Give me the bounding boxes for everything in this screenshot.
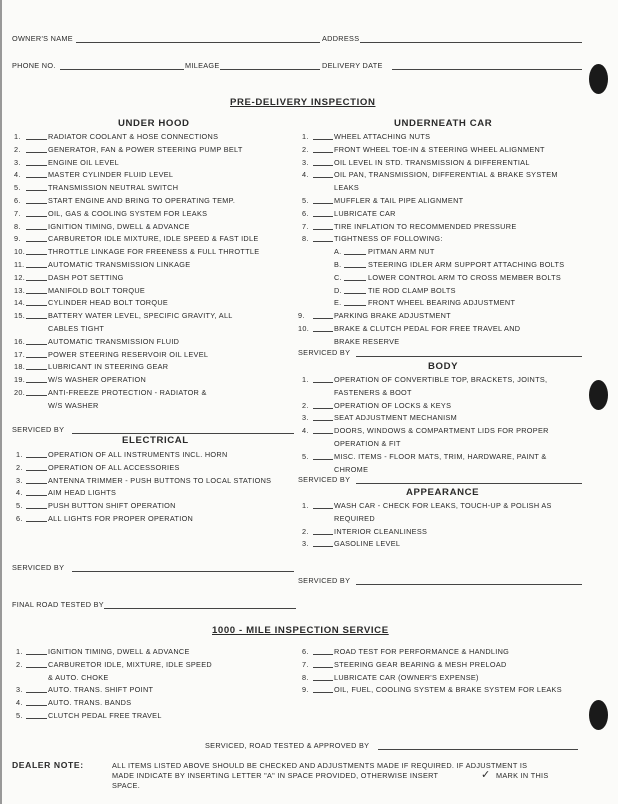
dealer-note-line2b: MARK IN THIS [496,771,549,780]
electrical-item: OPERATION OF ALL ACCESSORIES [48,462,180,472]
underneath-car-item: OIL LEVEL IN STD. TRANSMISSION & DIFFERENTIAL [334,157,530,167]
body-check-line[interactable] [313,408,333,409]
thousand-mile-number: 4. [16,698,23,708]
underneath-car-sub-item: PITMAN ARM NUT [368,247,435,257]
electrical-check-line[interactable] [26,470,47,471]
appearance-item: WASH CAR - CHECK FOR LEAKS, TOUCH-UP & POLISH AS [334,501,552,510]
underneath-car-sub-check-line[interactable] [344,267,366,268]
under-hood-item: IGNITION TIMING, DWELL & ADVANCE [48,221,190,231]
underneath-car-number: 2. [302,144,309,154]
under-hood-check-line[interactable] [26,280,47,281]
underneath-car-number: 9. [298,311,305,321]
body-item: OPERATION OF LOCKS & KEYS [334,400,452,410]
thousand-mile-check-line[interactable] [26,705,47,706]
under-hood-check-line[interactable] [26,344,47,345]
body-number: 3. [302,413,309,423]
underneath-car-item: LUBRICATE CAR [334,208,396,218]
appearance-check-line[interactable] [313,546,333,547]
appearance-item: GASOLINE LEVEL [334,539,401,549]
phone-no-label: PHONE NO. [12,61,56,70]
thousand-mile-number: 7. [302,659,309,669]
under-hood-number: 4. [14,170,21,180]
underneath-car-sub-check-line[interactable] [344,280,366,281]
underneath-car-check-line[interactable] [313,152,333,153]
appearance-check-line[interactable] [313,534,333,535]
body-serviced-by-label: SERVICED BY [298,475,351,484]
under-hood-check-line[interactable] [26,357,47,358]
underneath-car-heading: UNDERNEATH CAR [394,118,493,129]
underneath-car-number: 4. [302,170,309,180]
thousand-mile-number: 1. [16,647,23,656]
under-hood-item: W/S WASHER OPERATION [48,375,147,385]
address-field[interactable] [360,42,582,43]
thousand-mile-number: 6. [302,647,309,656]
underneath-car-check-line[interactable] [313,241,333,242]
under-hood-item: MANIFOLD BOLT TORQUE [48,285,146,295]
owners-name-field[interactable] [76,42,320,43]
electrical-item: AIM HEAD LIGHTS [48,488,117,498]
thousand-mile-item-continued: & AUTO. CHOKE [48,672,109,682]
thousand-mile-item: ROAD TEST FOR PERFORMANCE & HANDLING [334,647,510,656]
thousand-mile-item: CLUTCH PEDAL FREE TRAVEL [48,711,162,720]
thousand-mile-check-line[interactable] [26,667,47,668]
under-hood-number: 15. [14,311,26,321]
appearance-item: INTERIOR CLEANLINESS [334,526,428,536]
address-label: ADDRESS [322,34,360,43]
appearance-heading: APPEARANCE [406,487,480,498]
body-number: 4. [302,426,309,436]
under-hood-number: 17. [14,349,26,359]
underneath-car-check-line[interactable] [313,331,333,332]
electrical-number: 6. [16,514,23,523]
body-item: DOORS, WINDOWS & COMPARTMENT LIDS FOR PROPER [334,426,549,436]
electrical-serviced-by-field[interactable] [72,571,294,572]
electrical-check-line[interactable] [26,483,47,484]
body-number: 2. [302,400,309,410]
final-road-tested-by-field[interactable] [104,608,296,609]
appearance-number: 1. [302,501,309,510]
underneath-car-item-continued: BRAKE RESERVE [334,336,400,346]
under-hood-item: DASH POT SETTING [48,272,124,282]
mileage-label: MILEAGE [185,61,220,70]
thousand-mile-check-line[interactable] [313,654,333,655]
under-hood-item: ENGINE OIL LEVEL [48,157,120,167]
under-hood-check-line[interactable] [26,177,47,178]
body-item-continued: FASTENERS & BOOT [334,387,412,397]
electrical-heading: ELECTRICAL [122,435,189,446]
binder-hole-middle [589,380,608,410]
under-hood-check-line[interactable] [26,267,47,268]
body-number: 5. [302,451,309,461]
under-hood-check-line[interactable] [26,203,47,204]
under-hood-check-line[interactable] [26,318,47,319]
thousand-mile-check-line[interactable] [313,692,333,693]
underneath-car-sub-check-line[interactable] [344,254,366,255]
under-hood-check-line[interactable] [26,216,47,217]
body-item: SEAT ADJUSTMENT MECHANISM [334,413,458,423]
underneath-car-check-line[interactable] [313,229,333,230]
under-hood-check-line[interactable] [26,305,47,306]
delivery-date-label: DELIVERY DATE [322,61,383,70]
underneath-car-number: 7. [302,221,309,231]
electrical-number: 4. [16,488,23,498]
dealer-note-line3: SPACE. [112,781,141,790]
under-hood-serviced-by-label: SERVICED BY [12,425,65,434]
under-hood-number: 8. [14,221,21,231]
underneath-car-number: 10. [298,324,310,333]
body-check-line[interactable] [313,420,333,421]
owners-name-label: OWNER'S NAME [12,34,73,43]
thousand-mile-number: 5. [16,711,23,720]
under-hood-number: 2. [14,144,21,154]
thousand-mile-check-line[interactable] [26,654,47,655]
underneath-car-item: WHEEL ATTACHING NUTS [334,132,431,141]
under-hood-check-line[interactable] [26,152,47,153]
under-hood-check-line[interactable] [26,369,47,370]
under-hood-check-line[interactable] [26,254,47,255]
thousand-mile-number: 9. [302,685,309,695]
electrical-number: 2. [16,462,23,472]
body-item: MISC. ITEMS - FLOOR MATS, TRIM, HARDWARE, PAINT & [334,451,547,461]
appearance-serviced-by-label: SERVICED BY [298,576,351,585]
under-hood-item: POWER STEERING RESERVOIR OIL LEVEL [48,349,209,359]
underneath-car-sub-item: LOWER CONTROL ARM TO CROSS MEMBER BOLTS [368,272,562,282]
thousand-mile-check-line[interactable] [313,667,333,668]
underneath-car-number: 8. [302,234,309,244]
electrical-number: 3. [16,475,23,485]
under-hood-item: LUBRICANT IN STEERING GEAR [48,362,169,372]
under-hood-number: 16. [14,336,26,346]
thousand-mile-check-line[interactable] [26,718,47,719]
under-hood-check-line[interactable] [26,229,47,230]
underneath-car-check-line[interactable] [313,203,333,204]
electrical-item: OPERATION OF ALL INSTRUMENTS INCL. HORN [48,450,228,459]
underneath-car-check-line[interactable] [313,216,333,217]
final-road-tested-by-label: FINAL ROAD TESTED BY [12,600,104,609]
underneath-car-serviced-by-field[interactable] [356,356,582,357]
thousand-mile-number: 8. [302,672,309,682]
form-title: PRE-DELIVERY INSPECTION [230,97,376,108]
under-hood-number: 11. [14,260,25,269]
under-hood-number: 10. [14,247,26,257]
underneath-car-sub-check-line[interactable] [344,293,366,294]
under-hood-item: START ENGINE AND BRING TO OPERATING TEMP. [48,196,236,205]
under-hood-item-continued: W/S WASHER [48,400,99,410]
electrical-serviced-by-label: SERVICED BY [12,563,65,572]
electrical-check-line[interactable] [26,508,47,509]
thousand-mile-check-line[interactable] [26,692,47,693]
appearance-serviced-by-field[interactable] [356,584,582,585]
delivery-date-field[interactable] [392,69,582,70]
body-number: 1. [302,375,309,384]
under-hood-check-line[interactable] [26,395,47,396]
underneath-car-sub-item: STEERING IDLER ARM SUPPORT ATTACHING BOLTS [368,260,565,269]
thousand-mile-item: CARBURETOR IDLE, MIXTURE, IDLE SPEED [48,659,212,669]
underneath-car-serviced-by-label: SERVICED BY [298,348,351,357]
under-hood-item-continued: CABLES TIGHT [48,324,105,333]
underneath-car-number: 6. [302,208,309,218]
body-check-line[interactable] [313,433,333,434]
underneath-car-item: TIRE INFLATION TO RECOMMENDED PRESSURE [334,221,517,231]
thousand-mile-number: 2. [16,659,23,669]
appearance-check-line[interactable] [313,508,333,509]
under-hood-item: RADIATOR COOLANT & HOSE CONNECTIONS [48,132,219,141]
thousand-mile-item: AUTO. TRANS. BANDS [48,698,132,708]
under-hood-number: 20. [14,388,26,397]
underneath-car-item: OIL PAN, TRANSMISSION, DIFFERENTIAL & BRAKE SYSTEM [334,170,558,180]
underneath-car-check-line[interactable] [313,139,333,140]
under-hood-number: 19. [14,375,26,385]
underneath-car-sub-item: FRONT WHEEL BEARING ADJUSTMENT [368,298,516,308]
appearance-number: 2. [302,526,309,536]
body-serviced-by-field[interactable] [356,483,582,484]
under-hood-number: 1. [14,132,21,141]
underneath-car-sub-item: TIE ROD CLAMP BOLTS [368,285,456,295]
dealer-note-line2: MADE INDICATE BY INSERTING LETTER "A" IN SPACE PROVIDED, OTHERWISE INSERT [112,771,439,780]
under-hood-item: CARBURETOR IDLE MIXTURE, IDLE SPEED & FAST IDLE [48,234,259,244]
binder-hole-bottom [589,700,608,730]
under-hood-item: AUTOMATIC TRANSMISSION FLUID [48,336,180,346]
electrical-check-line[interactable] [26,457,47,458]
under-hood-item: ANTI-FREEZE PROTECTION - RADIATOR & [48,388,207,397]
underneath-car-check-line[interactable] [313,177,333,178]
underneath-car-item: MUFFLER & TAIL PIPE ALIGNMENT [334,196,464,205]
underneath-car-sub-number: B. [334,260,342,269]
mileage-field[interactable] [220,69,320,70]
under-hood-heading: UNDER HOOD [118,118,190,129]
thousand-mile-item: IGNITION TIMING, DWELL & ADVANCE [48,647,190,656]
under-hood-number: 18. [14,362,26,372]
body-heading: BODY [428,361,459,372]
under-hood-item: CYLINDER HEAD BOLT TORQUE [48,298,169,308]
under-hood-number: 9. [14,234,21,244]
underneath-car-number: 3. [302,157,309,167]
under-hood-check-line[interactable] [26,382,47,383]
thousand-mile-title: 1000 - MILE INSPECTION SERVICE [212,625,389,636]
underneath-car-check-line[interactable] [313,318,333,319]
under-hood-number: 6. [14,196,21,205]
thousand-mile-item: LUBRICATE CAR (OWNER'S EXPENSE) [334,672,479,682]
page-edge [0,0,2,804]
thousand-mile-item: STEERING GEAR BEARING & MESH PRELOAD [334,659,507,669]
body-check-line[interactable] [313,459,333,460]
under-hood-item: GENERATOR, FAN & POWER STEERING PUMP BELT [48,144,243,154]
under-hood-check-line[interactable] [26,139,47,140]
underneath-car-number: 5. [302,196,309,205]
under-hood-number: 5. [14,183,21,193]
under-hood-number: 12. [14,272,26,282]
electrical-item: ANTENNA TRIMMER - PUSH BUTTONS TO LOCAL STATIONS [48,475,272,485]
binder-hole-top [589,64,608,94]
underneath-car-sub-number: D. [334,285,342,295]
under-hood-check-line[interactable] [26,190,47,191]
dealer-note-label: DEALER NOTE: [12,760,84,770]
underneath-car-sub-number: C. [334,272,342,282]
electrical-number: 5. [16,501,23,511]
under-hood-check-line[interactable] [26,241,47,242]
underneath-car-number: 1. [302,132,309,141]
underneath-car-item: BRAKE & CLUTCH PEDAL FOR FREE TRAVEL AND [334,324,521,333]
electrical-number: 1. [16,450,23,459]
under-hood-number: 3. [14,157,21,167]
appearance-item-continued: REQUIRED [334,513,375,523]
underneath-car-item: PARKING BRAKE ADJUSTMENT [334,311,451,321]
thousand-mile-item: AUTO. TRANS. SHIFT POINT [48,685,154,695]
body-item: OPERATION OF CONVERTIBLE TOP, BRACKETS, JOINTS, [334,375,548,384]
underneath-car-item: TIGHTNESS OF FOLLOWING: [334,234,443,244]
electrical-check-line[interactable] [26,521,47,522]
under-hood-number: 14. [14,298,26,308]
underneath-car-item-continued: LEAKS [334,183,360,193]
approved-by-field[interactable] [378,749,578,750]
under-hood-item: BATTERY WATER LEVEL, SPECIFIC GRAVITY, ALL [48,311,233,321]
phone-no-field[interactable] [60,69,184,70]
under-hood-check-line[interactable] [26,293,47,294]
check-mark-icon: ✓ [481,769,491,781]
underneath-car-item: FRONT WHEEL TOE-IN & STEERING WHEEL ALIGNMENT [334,144,545,154]
under-hood-item: TRANSMISSION NEUTRAL SWITCH [48,183,179,193]
under-hood-serviced-by-field[interactable] [72,433,294,434]
thousand-mile-item: OIL, FUEL, COOLING SYSTEM & BRAKE SYSTEM FOR LEAKS [334,685,562,695]
body-item-continued: OPERATION & FIT [334,439,401,448]
underneath-car-sub-number: A. [334,247,342,257]
dealer-note-line1: ALL ITEMS LISTED ABOVE SHOULD BE CHECKED AND ADJUSTMENTS MADE IF REQUIRED. IF ADJUSTMENT IS [112,761,528,770]
electrical-item: ALL LIGHTS FOR PROPER OPERATION [48,514,194,523]
under-hood-item: OIL, GAS & COOLING SYSTEM FOR LEAKS [48,208,208,218]
approved-by-label: SERVICED, ROAD TESTED & APPROVED BY [205,741,370,750]
body-item-continued: CHROME [334,464,369,474]
appearance-number: 3. [302,539,309,549]
under-hood-check-line[interactable] [26,165,47,166]
electrical-item: PUSH BUTTON SHIFT OPERATION [48,501,176,511]
thousand-mile-number: 3. [16,685,23,695]
under-hood-item: MASTER CYLINDER FLUID LEVEL [48,170,174,180]
under-hood-number: 7. [14,208,21,218]
underneath-car-sub-number: E. [334,298,342,308]
underneath-car-check-line[interactable] [313,165,333,166]
body-check-line[interactable] [313,382,333,383]
electrical-check-line[interactable] [26,495,47,496]
under-hood-number: 13. [14,285,26,295]
underneath-car-sub-check-line[interactable] [344,305,366,306]
under-hood-item: THROTTLE LINKAGE FOR FREENESS & FULL THROTTLE [48,247,260,257]
thousand-mile-check-line[interactable] [313,680,333,681]
under-hood-item: AUTOMATIC TRANSMISSION LINKAGE [48,260,191,269]
